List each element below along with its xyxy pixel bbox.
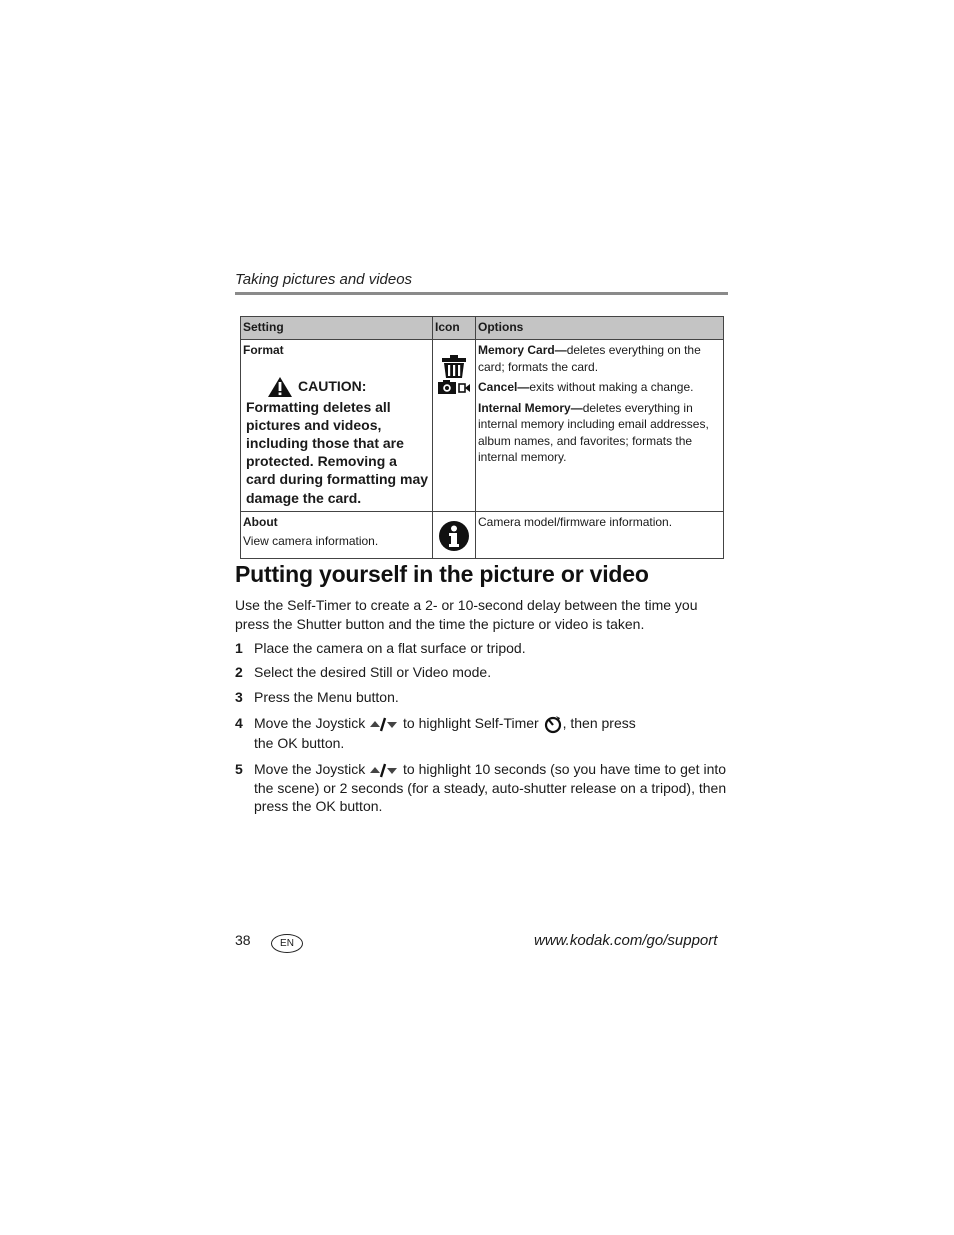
- col-header-options: Options: [476, 317, 724, 340]
- step-3: [235, 688, 727, 707]
- option-text: deletes everything in internal memory including email addresses, album names, and favorites; formats the internal memory.: [478, 400, 709, 464]
- step-number: 2: [235, 664, 243, 680]
- step-2: [235, 663, 727, 682]
- step-number: 3: [235, 689, 243, 705]
- joystick-up-down-icon: [369, 716, 399, 732]
- step-5: [235, 760, 727, 816]
- step-text: [254, 760, 727, 816]
- self-timer-icon: [543, 714, 563, 734]
- step-number: 4: [235, 715, 243, 731]
- table-row-about: [241, 511, 724, 559]
- step-text-part: Move the Joystick: [254, 715, 366, 731]
- step-1: [235, 639, 727, 658]
- caution-label: CAUTION:: [298, 378, 367, 395]
- setting-cell: [241, 340, 433, 512]
- info-icon: [438, 520, 470, 552]
- section-header: Taking pictures and videos: [235, 271, 413, 288]
- section-title: Putting yourself in the picture or video: [235, 561, 649, 587]
- option-cancel: [478, 379, 721, 396]
- step-text: Place the camera on a flat surface or tripod.: [254, 640, 526, 656]
- option-text: deletes everything on the card; formats the card.: [478, 343, 701, 374]
- setting-cell: [241, 511, 433, 559]
- step-text-part: to highlight 10 seconds (so you have time to get into the scene) or 2 seconds (for a steady, auto-shutter release on a tripod), then press the OK button.: [254, 761, 727, 814]
- option-memory-card: [478, 342, 721, 375]
- support-link[interactable]: www.kodak.com/go/support: [534, 932, 718, 949]
- joystick-up-down-icon: [369, 762, 399, 778]
- step-text-part: Move the Joystick: [254, 761, 366, 777]
- option-label: Internal Memory—: [478, 400, 583, 415]
- language-badge: EN: [271, 934, 303, 953]
- options-cell: [476, 340, 724, 512]
- icon-cell: [433, 340, 476, 512]
- settings-table: [240, 316, 724, 559]
- setting-title: About: [243, 514, 278, 529]
- option-internal-memory: [478, 400, 721, 466]
- step-number: 5: [235, 761, 243, 777]
- option-text: exits without making a change.: [529, 380, 694, 394]
- page-number: 38: [235, 932, 251, 948]
- option-label: Cancel—: [478, 380, 530, 394]
- step-text: [254, 714, 727, 753]
- caution-icon: [267, 376, 293, 398]
- step-text-part: to highlight Self-Timer: [403, 715, 539, 731]
- col-header-setting: Setting: [241, 317, 433, 340]
- caution-block: [246, 376, 430, 507]
- option-label: Memory Card—: [478, 343, 567, 357]
- intro-paragraph: Use the Self-Timer to create a 2- or 10-second delay between the time you press the Shutter button and the time the picture or video is taken.: [235, 597, 698, 632]
- step-text-part: , then press: [562, 715, 636, 731]
- col-header-icon: Icon: [433, 317, 476, 340]
- step-text: Select the desired Still or Video mode.: [254, 664, 492, 680]
- setting-desc: View camera information.: [243, 534, 379, 549]
- step-4: [235, 714, 727, 753]
- step-number: 1: [235, 640, 243, 656]
- icon-cell: [433, 511, 476, 559]
- header-rule: [235, 292, 728, 295]
- setting-title: Format: [243, 343, 284, 357]
- caution-text: Formatting deletes all pictures and videos, including those that are protected. Removing a card during formatting may damage the card.: [246, 398, 429, 506]
- step-text: Press the Menu button.: [254, 689, 399, 705]
- options-cell: Camera model/firmware information.: [476, 511, 724, 559]
- trash-camera-icon: [437, 354, 471, 396]
- table-row-format: [241, 340, 724, 512]
- step-text-part: the OK button.: [254, 735, 345, 752]
- table-header-row: [241, 317, 724, 340]
